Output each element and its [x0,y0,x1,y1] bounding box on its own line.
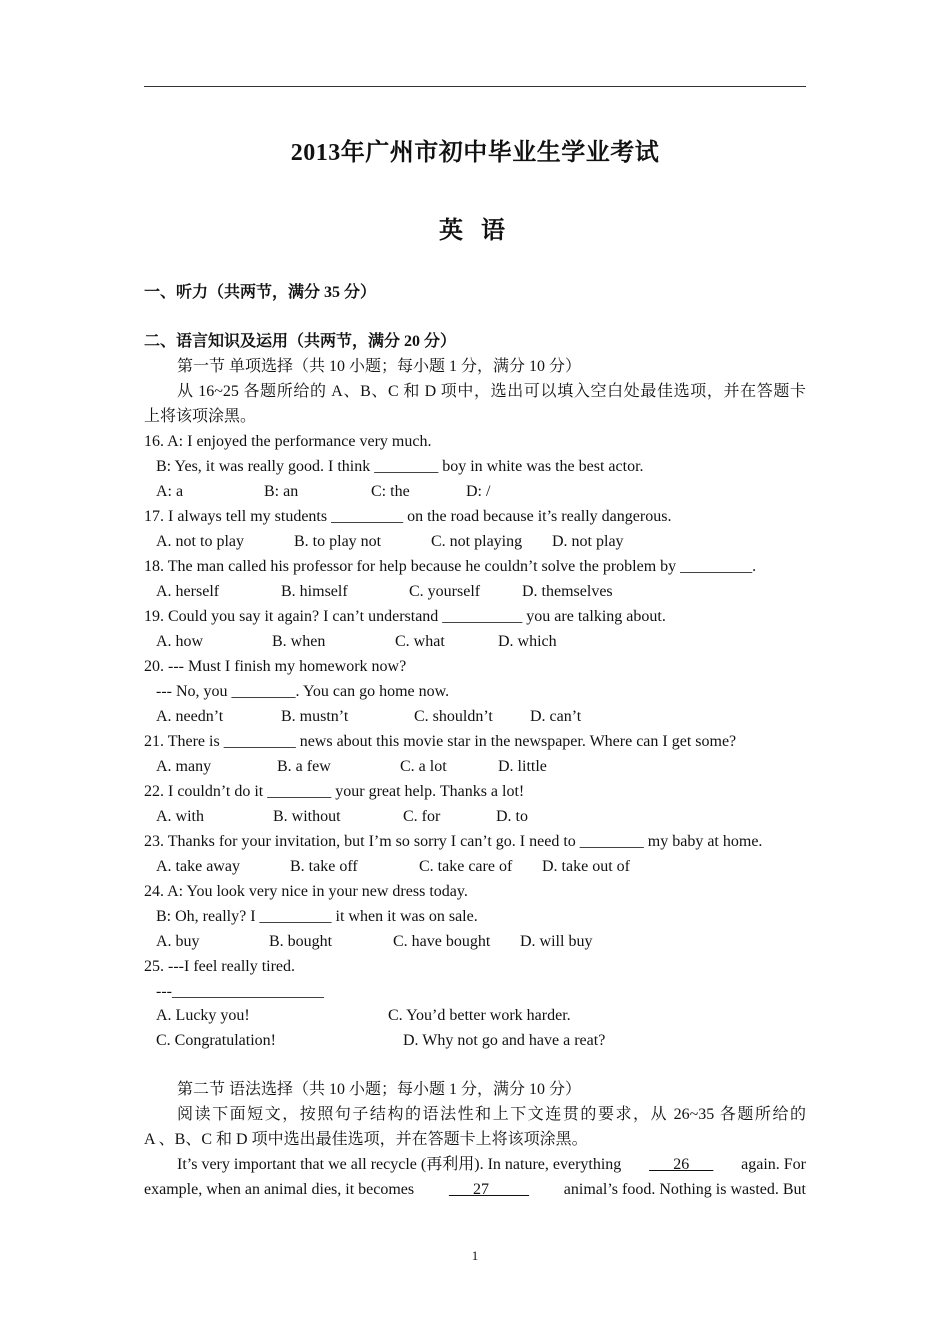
option: A. buy [156,933,200,950]
question-17: 17. I always tell my students _________ on the road because it’s really dangerous. [144,508,672,525]
option: D. Why not go and have a reat? [403,1032,606,1049]
passage-text: example, when an animal dies, it becomes [144,1181,415,1198]
blank-26: ___26___ [649,1156,714,1173]
question-16-line-2: B: Yes, it was really good. I think ________ boy in white was the best actor. [156,458,644,475]
option: B. without [273,808,341,825]
option: D. will buy [520,933,593,950]
option: D. themselves [522,583,613,600]
question-18: 18. The man called his professor for help because he couldn’t solve the problem by _________. [144,558,757,575]
option: C: the [371,483,410,500]
part-1-instructions-cont: 上将该项涂黑。 [144,408,257,425]
option: D. not play [552,533,624,550]
option: A. take away [156,858,240,875]
passage-text: animal’s food. Nothing is wasted. But [563,1181,806,1198]
option: C. shouldn’t [414,708,493,725]
option: B. himself [281,583,348,600]
option: B: an [264,483,299,500]
option: A. Lucky you! [156,1007,250,1024]
option: B. mustn’t [281,708,349,725]
question-19: 19. Could you say it again? I can’t understand __________ you are talking about. [144,608,666,625]
part-2-instructions-cont [144,1127,588,1152]
question-20-options [0,704,950,729]
option: B. to play not [294,533,382,550]
option: B. a few [277,758,331,775]
section-2-heading: 二、语言知识及运用（共两节，满分 20 分） [144,333,457,350]
question-20: 20. --- Must I finish my homework now? [144,658,407,675]
option: D: / [466,483,491,500]
option: A. many [156,758,212,775]
option: D. which [498,633,557,650]
question-20-line-2: --- No, you ________. You can go home now. [156,683,450,700]
instructions-text: A 、B、C 和 D 项中选出最佳选项，并在答题卡上将该项涂黑。 [144,1131,588,1148]
option: D. take out of [542,858,630,875]
question-21: 21. There is _________ news about this movie star in the newspaper. Where can I get some? [144,733,737,750]
question-22: 22. I couldn’t do it ________ your great help. Thanks a lot! [144,783,525,800]
part-2-instructions: 阅读下面短文，按照句子结构的语法性和上下文连贯的要求，从 26~35 各题所给的 [177,1106,806,1123]
question-23-options [0,854,950,879]
option: C. have bought [393,933,491,950]
question-21-options [0,754,950,779]
page-number: 1 [471,1248,479,1263]
option: A. not to play [156,533,244,550]
subject-title: 英 语 [439,218,511,244]
header-rule [144,86,806,87]
question-25-options-row-1 [0,1003,950,1028]
option: C. yourself [409,583,481,600]
option: D. to [496,808,528,825]
option: C. for [403,808,441,825]
option: A. how [156,633,204,650]
option: C. not playing [431,533,523,550]
question-17-options [0,529,950,554]
question-24: 24. A: You look very nice in your new dress today. [144,883,468,900]
option: B. bought [269,933,333,950]
option: B. take off [290,858,358,875]
passage-text: again. For [741,1156,806,1173]
question-22-options [0,804,950,829]
question-18-options [0,579,950,604]
option: D. little [498,758,547,775]
option: A: a [156,483,184,500]
exam-title: 2013年广州市初中毕业生学业考试 [290,140,660,166]
part-1-title: 第一节 单项选择（共 10 小题；每小题 1 分，满分 10 分） [177,358,582,375]
question-23: 23. Thanks for your invitation, but I’m so sorry I can’t go. I need to ________ my baby at home. [144,833,763,850]
question-24-line-2: B: Oh, really? I _________ it when it was on sale. [156,908,478,925]
blank-27: ___27_____ [448,1181,529,1198]
option: B. when [272,633,326,650]
passage-line-2 [144,1177,806,1202]
option: A. with [156,808,204,825]
option: D. can’t [530,708,582,725]
option: A. needn’t [156,708,224,725]
question-25-line-2: ---___________________ [156,983,324,1000]
option: C. a lot [400,758,447,775]
question-16-options [0,479,950,504]
question-16: 16. A: I enjoyed the performance very much. [144,433,432,450]
option: C. take care of [419,858,513,875]
option: C. Congratulation! [156,1032,276,1049]
option: C. You’d better work harder. [388,1007,571,1024]
question-19-options [0,629,950,654]
option: C. what [395,633,445,650]
question-25: 25. ---I feel really tired. [144,958,296,975]
part-1-instructions: 从 16~25 各题所给的 A、B、C 和 D 项中，选出可以填入空白处最佳选项，并在答题卡 [177,383,806,400]
question-24-options [0,929,950,954]
passage-text: It’s very important that we all recycle (再利用). In nature, everything [177,1156,622,1173]
passage-line-1 [177,1152,806,1177]
part-2-title: 第二节 语法选择（共 10 小题；每小题 1 分，满分 10 分） [177,1081,582,1098]
option: A. herself [156,583,220,600]
section-1-heading: 一、听力（共两节，满分 35 分） [144,284,377,301]
question-25-options-row-2 [0,1028,950,1053]
